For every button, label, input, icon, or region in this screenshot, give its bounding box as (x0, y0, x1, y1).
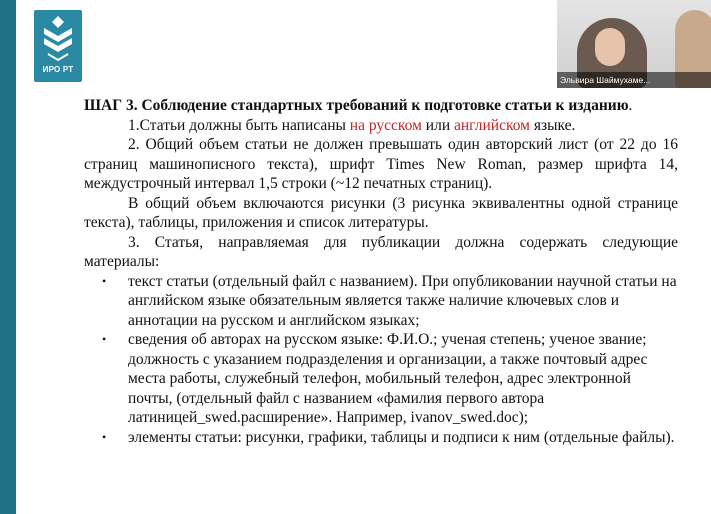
materials-list (84, 272, 678, 448)
iro-rt-logo (34, 10, 82, 82)
bullet-icon: • (102, 429, 107, 444)
paragraph-volume: 2. Общий объем статьи не должен превышать один авторский лист (от 22 до 16 страниц машинописного текста), шрифт Times New Roman, размер шрифта 14, междустрочный интервал 1,5 строки (~12 печатных страниц). (84, 136, 678, 192)
paragraph-materials: 3. Статья, направляемая для публикации должна содержать следующие материалы: (84, 233, 678, 270)
bullet-icon: • (102, 332, 107, 346)
slide-content (84, 96, 678, 447)
participant-video-tile[interactable] (557, 0, 711, 88)
list-item: • сведения об авторах на русском языке: Ф.И.О.; ученая степень; ученое звание; должность с указанием подразделения и организации, а также почтовый адрес места работы, служебный телефон, мобильный телефон, адрес электронной почты, (отдельный файл с названием «фамилия первого автора латиницей_swed.расширение». Например, ivanov_swed.doc); (102, 331, 648, 426)
participant-name-label: Эльвира Шаймухаме... (557, 72, 711, 88)
paragraph-language: 1.Статьи должны быть написаны на русском или английском языке. (128, 116, 576, 134)
highlight-russian: на русском (349, 116, 422, 134)
list-item: • элементы статьи: рисунки, графики, таблицы и подписи к ним (отдельные файлы). (102, 428, 675, 446)
highlight-english: английском (454, 116, 530, 134)
list-item: • текст статьи (отдельный файл с названием). При опубликовании научной статьи на английском языке обязательным является также наличие ключевых слов и аннотации на русском и английском языках; (102, 272, 677, 329)
slide-heading: ШАГ 3. Соблюдение стандартных требований к подготовке статьи к изданию. (84, 97, 633, 114)
slide-side-bar (0, 0, 16, 514)
logo-text: ИРО РТ (42, 65, 74, 74)
paragraph-included: В общий объем включаются рисунки (3 рисунка эквивалентны одной странице текста), таблицы, приложения и список литературы. (84, 194, 678, 231)
bullet-icon: • (102, 273, 107, 288)
book-emblem-icon (34, 10, 82, 66)
